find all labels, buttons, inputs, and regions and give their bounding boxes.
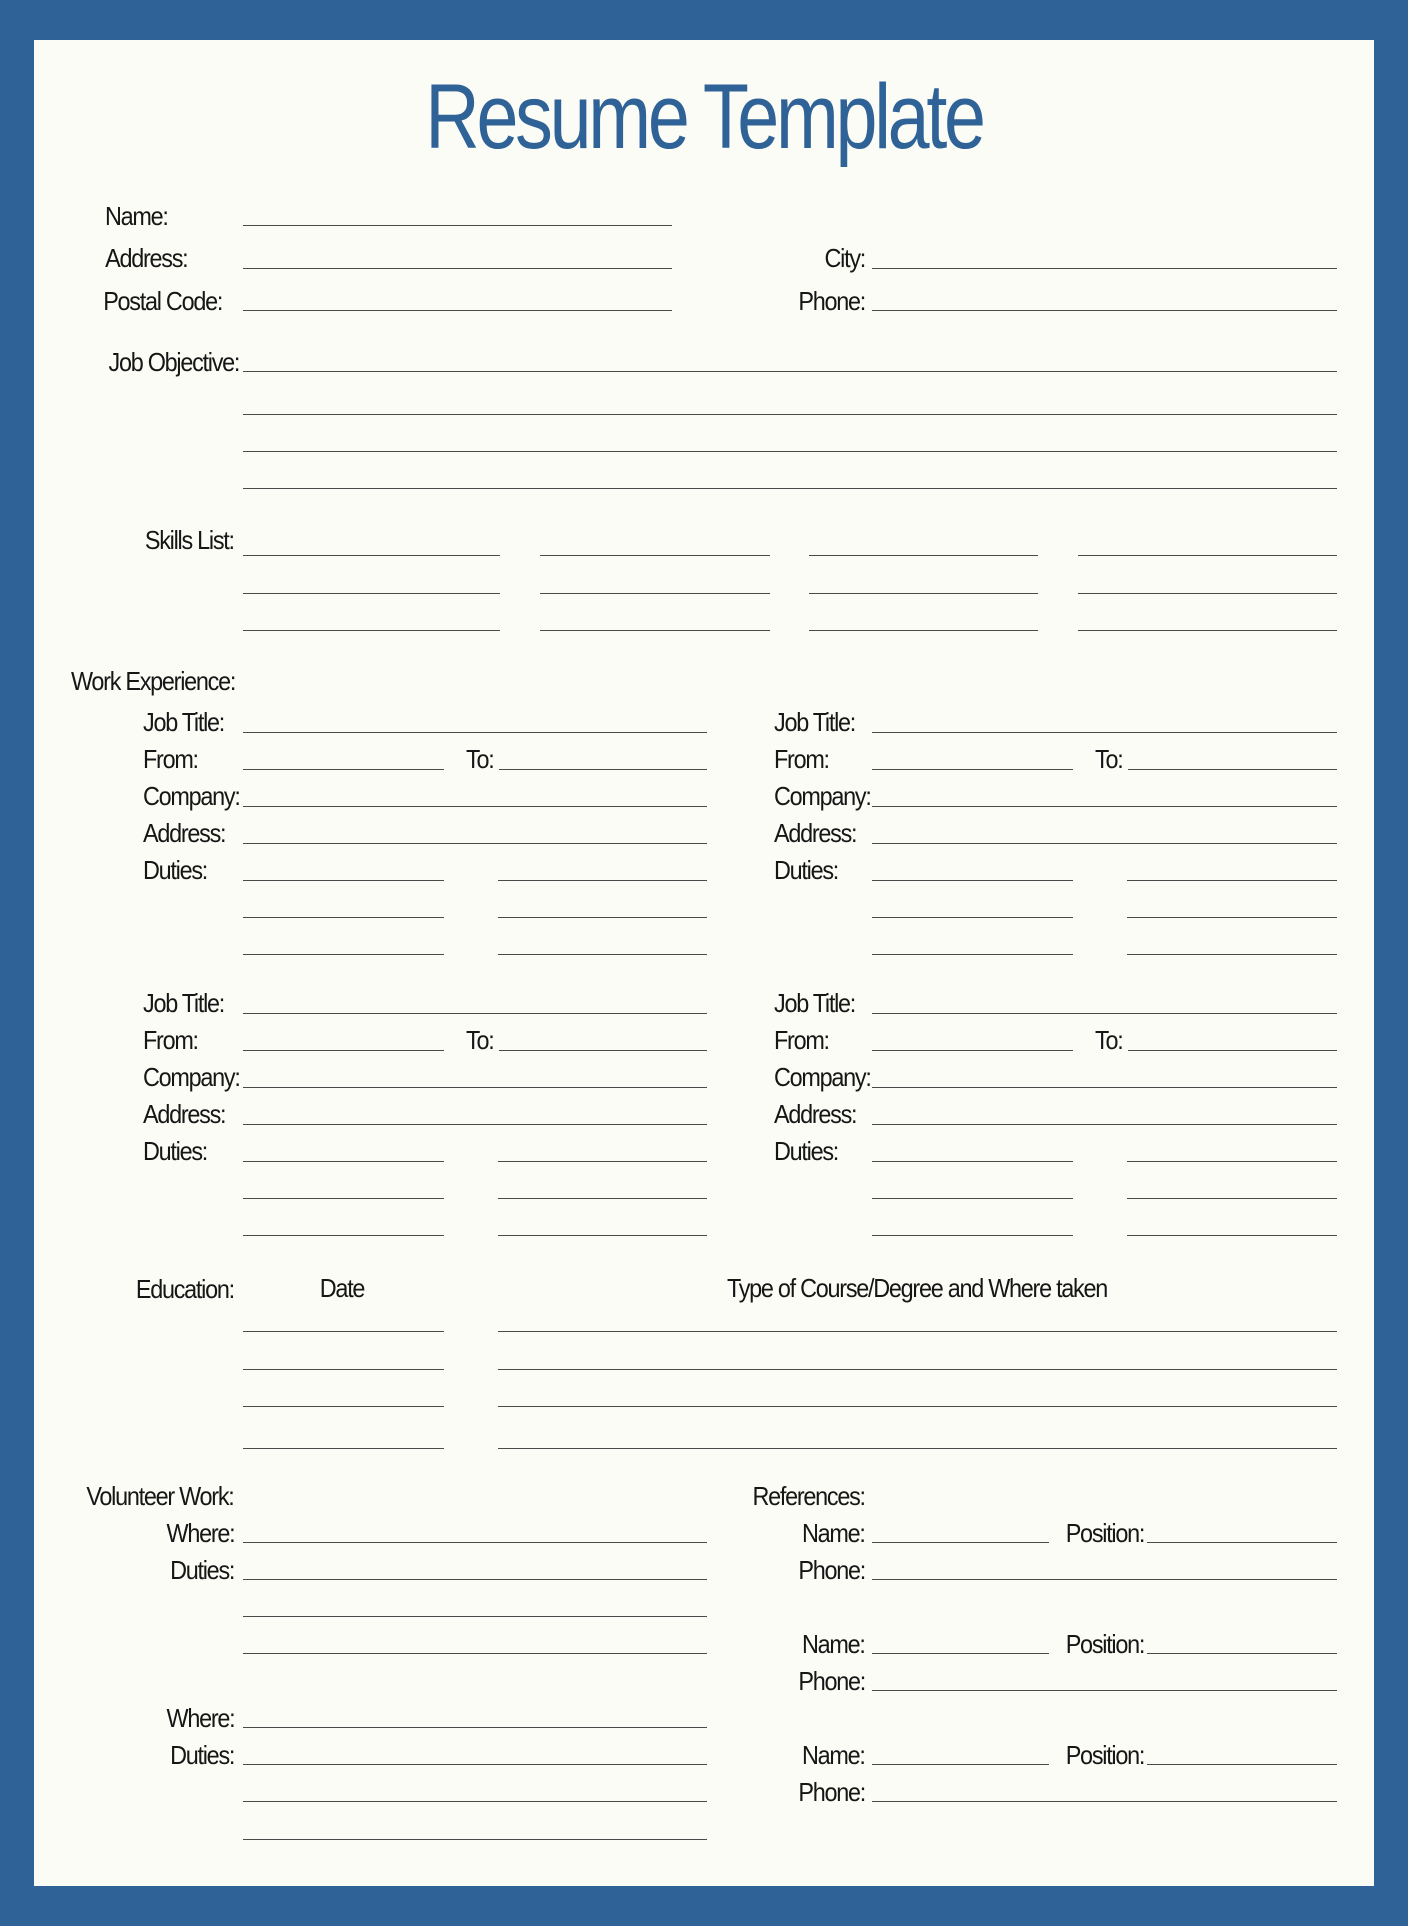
job-3-title-field[interactable]: [243, 1013, 707, 1014]
city-field[interactable]: [872, 268, 1337, 269]
education-date-header: Date: [319, 1273, 365, 1303]
job-objective-line-1[interactable]: [243, 371, 1337, 372]
duties-label: Duties:: [143, 855, 208, 885]
education-date-line-4[interactable]: [243, 1448, 444, 1449]
reference-1-phone-field[interactable]: [872, 1579, 1337, 1580]
reference-phone-label: Phone:: [798, 1555, 865, 1585]
volunteer-1-duties-line-1[interactable]: [243, 1579, 707, 1580]
city-label: City:: [824, 243, 865, 273]
education-date-line-3[interactable]: [243, 1406, 444, 1407]
from-label: From:: [143, 1025, 198, 1055]
company-label: Company:: [143, 1062, 240, 1092]
job-objective-line-2[interactable]: [243, 414, 1337, 415]
job-title-label: Job Title:: [143, 988, 225, 1018]
address-label: Address:: [774, 818, 857, 848]
job-1-duties-line-2a[interactable]: [243, 917, 444, 918]
reference-3-phone-field[interactable]: [872, 1801, 1337, 1802]
job-4-duties-line-2a[interactable]: [872, 1198, 1073, 1199]
reference-phone-label: Phone:: [798, 1666, 865, 1696]
education-date-line-1[interactable]: [243, 1331, 444, 1332]
address-label: Address:: [143, 818, 226, 848]
reference-position-label: Position:: [1065, 1629, 1144, 1659]
job-4-duties-line-3a[interactable]: [872, 1235, 1073, 1236]
postal-code-label: Postal Code:: [103, 286, 222, 316]
job-4-from-field[interactable]: [872, 1050, 1073, 1051]
duties-label: Duties:: [774, 1136, 839, 1166]
job-1-duties-line-3b[interactable]: [498, 954, 707, 955]
volunteer-duties-label: Duties:: [169, 1555, 234, 1585]
volunteer-2-duties-line-3[interactable]: [243, 1839, 707, 1840]
reference-name-label: Name:: [802, 1740, 865, 1770]
job-2-address-field[interactable]: [872, 843, 1337, 844]
address-label: Address:: [143, 1099, 226, 1129]
job-1-address-field[interactable]: [243, 843, 707, 844]
name-field[interactable]: [243, 225, 672, 226]
job-4-company-field[interactable]: [872, 1087, 1337, 1088]
job-title-label: Job Title:: [774, 988, 856, 1018]
reference-3-position-field[interactable]: [1147, 1764, 1337, 1765]
address-label: Address:: [104, 243, 187, 273]
postal-code-field[interactable]: [243, 310, 672, 311]
job-3-duties-line-2b[interactable]: [498, 1198, 707, 1199]
job-2-duties-line-1b[interactable]: [1127, 880, 1337, 881]
reference-1-name-field[interactable]: [872, 1542, 1049, 1543]
to-label: To:: [1095, 1025, 1123, 1055]
job-objective-line-4[interactable]: [243, 488, 1337, 489]
volunteer-2-duties-line-1[interactable]: [243, 1764, 707, 1765]
volunteer-work-label: Volunteer Work:: [86, 1481, 234, 1511]
job-4-address-field[interactable]: [872, 1124, 1337, 1125]
volunteer-where-label: Where:: [166, 1703, 234, 1733]
job-2-duties-line-1a[interactable]: [872, 880, 1073, 881]
reference-2-name-field[interactable]: [872, 1653, 1049, 1654]
job-4-duties-line-3b[interactable]: [1127, 1235, 1337, 1236]
job-1-duties-line-1a[interactable]: [243, 880, 444, 881]
education-date-line-2[interactable]: [243, 1369, 444, 1370]
duties-label: Duties:: [143, 1136, 208, 1166]
reference-name-label: Name:: [802, 1518, 865, 1548]
reference-name-label: Name:: [802, 1629, 865, 1659]
job-3-to-field[interactable]: [499, 1050, 707, 1051]
company-label: Company:: [143, 781, 240, 811]
phone-label: Phone:: [798, 286, 865, 316]
skill-line-3-2[interactable]: [809, 593, 1038, 594]
work-experience-label: Work Experience:: [71, 666, 236, 696]
job-1-company-field[interactable]: [243, 806, 707, 807]
education-course-line-4[interactable]: [498, 1448, 1337, 1449]
duties-label: Duties:: [774, 855, 839, 885]
to-label: To:: [1095, 744, 1123, 774]
job-4-title-field[interactable]: [872, 1013, 1337, 1014]
job-1-to-field[interactable]: [499, 769, 707, 770]
job-4-duties-line-2b[interactable]: [1127, 1198, 1337, 1199]
job-1-duties-line-1b[interactable]: [498, 880, 707, 881]
page-title: Resume Template: [425, 66, 983, 168]
reference-2-position-field[interactable]: [1147, 1653, 1337, 1654]
skill-line-4-1[interactable]: [1078, 555, 1337, 556]
job-2-from-field[interactable]: [872, 769, 1073, 770]
address-label: Address:: [774, 1099, 857, 1129]
reference-phone-label: Phone:: [798, 1777, 865, 1807]
volunteer-1-where-field[interactable]: [243, 1542, 707, 1543]
job-4-to-field[interactable]: [1128, 1050, 1337, 1051]
job-4-duties-line-1b[interactable]: [1127, 1161, 1337, 1162]
job-1-from-field[interactable]: [243, 769, 444, 770]
volunteer-where-label: Where:: [166, 1518, 234, 1548]
skills-list-label: Skills List:: [145, 525, 234, 555]
job-title-label: Job Title:: [143, 707, 225, 737]
volunteer-2-where-field[interactable]: [243, 1727, 707, 1728]
job-2-duties-line-3b[interactable]: [1127, 954, 1337, 955]
job-3-address-field[interactable]: [243, 1124, 707, 1125]
job-title-label: Job Title:: [774, 707, 856, 737]
from-label: From:: [774, 1025, 829, 1055]
job-3-duties-line-2a[interactable]: [243, 1198, 444, 1199]
volunteer-1-duties-line-2[interactable]: [243, 1616, 707, 1617]
job-1-duties-line-2b[interactable]: [498, 917, 707, 918]
to-label: To:: [466, 1025, 494, 1055]
job-3-duties-line-1a[interactable]: [243, 1161, 444, 1162]
job-2-duties-line-3a[interactable]: [872, 954, 1073, 955]
job-1-title-field[interactable]: [243, 732, 707, 733]
name-label: Name:: [105, 201, 168, 231]
company-label: Company:: [774, 781, 871, 811]
job-1-duties-line-3a[interactable]: [243, 954, 444, 955]
job-2-to-field[interactable]: [1128, 769, 1337, 770]
education-course-line-2[interactable]: [498, 1369, 1337, 1370]
job-3-company-field[interactable]: [243, 1087, 707, 1088]
reference-position-label: Position:: [1065, 1518, 1144, 1548]
volunteer-duties-label: Duties:: [169, 1740, 234, 1770]
phone-field[interactable]: [872, 310, 1337, 311]
resume-form-page: [34, 40, 1374, 1886]
to-label: To:: [466, 744, 494, 774]
address-field[interactable]: [243, 268, 672, 269]
volunteer-2-duties-line-2[interactable]: [243, 1801, 707, 1802]
job-2-duties-line-2b[interactable]: [1127, 917, 1337, 918]
skill-line-2-2[interactable]: [540, 593, 770, 594]
skill-line-4-3[interactable]: [1078, 630, 1337, 631]
job-2-title-field[interactable]: [872, 732, 1337, 733]
education-course-line-1[interactable]: [498, 1331, 1337, 1332]
job-3-from-field[interactable]: [243, 1050, 444, 1051]
job-2-duties-line-2a[interactable]: [872, 917, 1073, 918]
job-3-duties-line-1b[interactable]: [498, 1161, 707, 1162]
from-label: From:: [143, 744, 198, 774]
skill-line-1-1[interactable]: [243, 555, 500, 556]
references-label: References:: [752, 1481, 865, 1511]
skill-line-4-2[interactable]: [1078, 593, 1337, 594]
reference-3-name-field[interactable]: [872, 1764, 1049, 1765]
from-label: From:: [774, 744, 829, 774]
education-label: Education:: [136, 1274, 234, 1304]
job-3-duties-line-3b[interactable]: [498, 1235, 707, 1236]
skill-line-2-3[interactable]: [540, 630, 770, 631]
skill-line-1-3[interactable]: [243, 630, 500, 631]
skill-line-3-3[interactable]: [809, 630, 1038, 631]
reference-1-position-field[interactable]: [1147, 1542, 1337, 1543]
job-objective-line-3[interactable]: [243, 451, 1337, 452]
education-course-line-3[interactable]: [498, 1406, 1337, 1407]
job-3-duties-line-3a[interactable]: [243, 1235, 444, 1236]
reference-2-phone-field[interactable]: [872, 1690, 1337, 1691]
job-4-duties-line-1a[interactable]: [872, 1161, 1073, 1162]
job-objective-label: Job Objective:: [108, 347, 239, 377]
skill-line-1-2[interactable]: [243, 593, 500, 594]
skill-line-3-1[interactable]: [809, 555, 1038, 556]
job-2-company-field[interactable]: [872, 806, 1337, 807]
education-course-header: Type of Course/Degree and Where taken: [726, 1273, 1108, 1303]
volunteer-1-duties-line-3[interactable]: [243, 1653, 707, 1654]
skill-line-2-1[interactable]: [540, 555, 770, 556]
company-label: Company:: [774, 1062, 871, 1092]
reference-position-label: Position:: [1065, 1740, 1144, 1770]
